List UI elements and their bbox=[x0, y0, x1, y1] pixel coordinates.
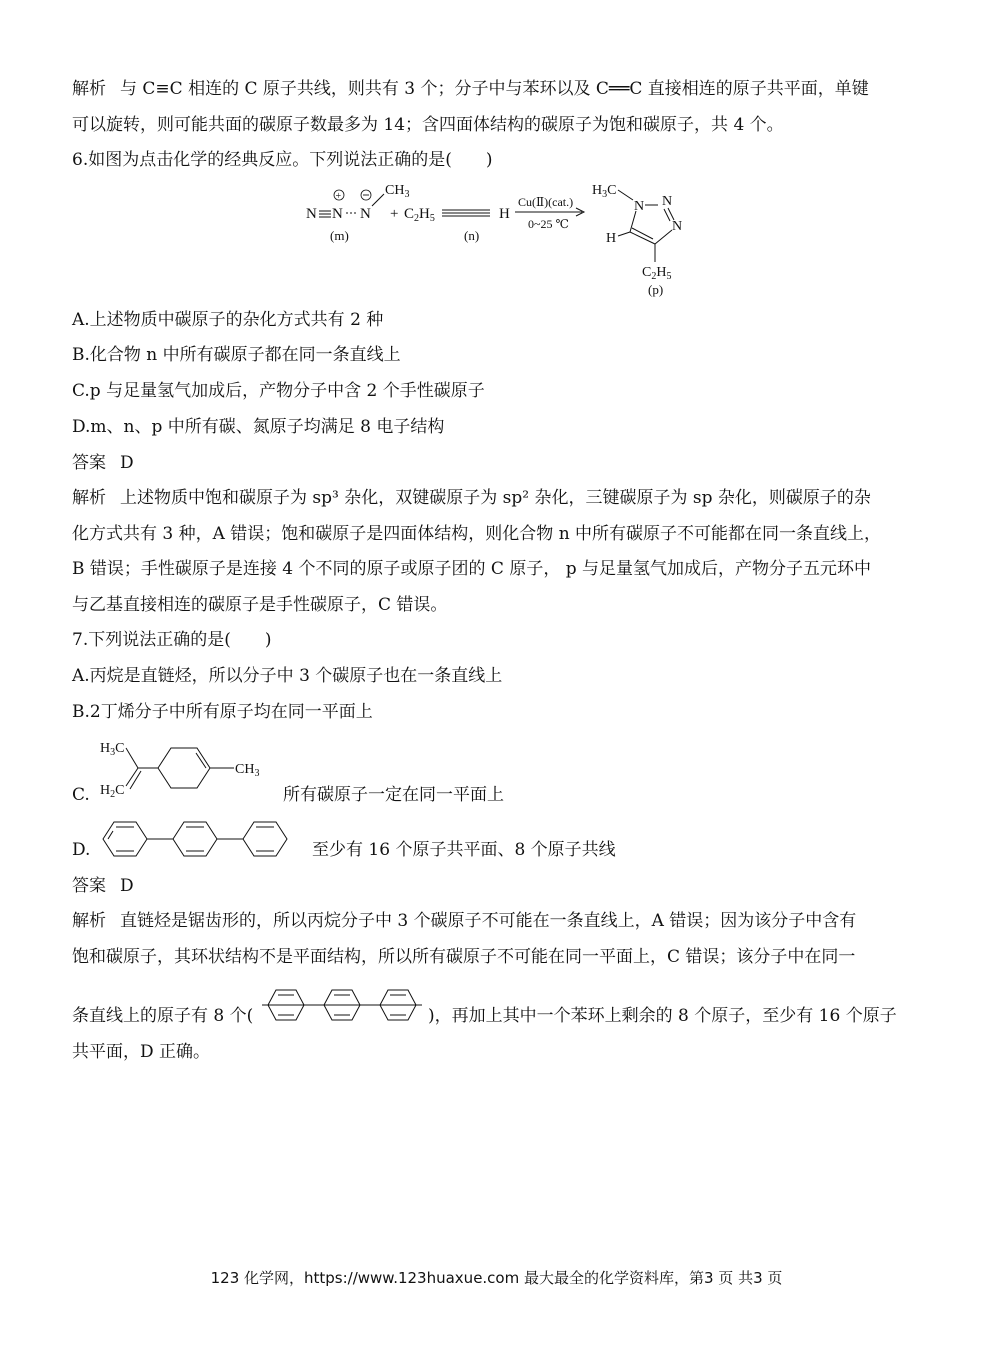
q7-analysis-line3-pre: 条直线上的原子有 8 个( bbox=[72, 1006, 254, 1026]
q7-analysis-label: 解析 bbox=[72, 911, 106, 931]
q5-analysis-text1: 与 C≡C 相连的 C 原子共线，则共有 3 个；分子中与苯环以及 C══C 直接相连的原子共平面，单键 bbox=[120, 79, 869, 99]
c-h3c: $H_3C$ bbox=[100, 741, 125, 758]
q7-analysis-line2: 饱和碳原子，其环状结构不是平面结构，所以所有碳原子不可能在同一平面上，C 错误；该分子中在同一 bbox=[72, 947, 856, 967]
c-ch3: $CH_3$ bbox=[235, 762, 260, 779]
m-n1: N bbox=[306, 206, 317, 222]
q7-answer bbox=[72, 875, 134, 897]
conditions-top: Cu(Ⅱ)(cat.) bbox=[518, 195, 574, 209]
q7-answer-label: 答案 bbox=[72, 876, 106, 896]
q7-analysis-line1 bbox=[72, 910, 856, 932]
q6-option-a: A.上述物质中碳原子的杂化方式共有 2 种 bbox=[72, 310, 384, 330]
p-c2h5: $C_2H_5$ bbox=[642, 265, 672, 282]
n-label: (n) bbox=[464, 228, 480, 243]
q7-option-b: B.2丁烯分子中所有原子均在同一平面上 bbox=[72, 702, 373, 722]
q6-option-c: C.p 与足量氢气加成后，产物分子中含 2 个手性碳原子 bbox=[72, 381, 485, 401]
p-h: H bbox=[606, 231, 617, 246]
n-h: H bbox=[499, 206, 510, 222]
q6-analysis-line4: 与乙基直接相连的碳原子是手性碳原子，C 错误。 bbox=[72, 595, 448, 615]
q6-analysis-line2: 化方式共有 3 种，A 错误；饱和碳原子是四面体结构，则化合物 n 中所有碳原子不可能都在同一条直线上， bbox=[72, 524, 882, 544]
p-n2: N bbox=[662, 194, 673, 209]
q7-option-c-text: 所有碳原子一定在同一平面上 bbox=[283, 785, 504, 805]
q6-option-d: D.m、n、p 中所有碳、氮原子均满足 8 电子结构 bbox=[72, 417, 445, 437]
q6-answer-value: D bbox=[120, 453, 134, 473]
m-label: (m) bbox=[330, 228, 349, 243]
q6-analysis-text1: 上述物质中饱和碳原子为 sp³ 杂化，双键碳原子为 sp² 杂化，三键碳原子为 sp 杂化，则碳原子的杂 bbox=[120, 488, 871, 508]
p-n1: N bbox=[634, 199, 645, 214]
q7-stem: 7.下列说法正确的是( ) bbox=[72, 630, 272, 650]
plus-sign: + bbox=[390, 206, 399, 222]
q7-option-d-text: 至少有 16 个原子共平面、8 个原子共线 bbox=[312, 840, 616, 860]
q5-analysis-line1 bbox=[72, 78, 869, 100]
m-ch3: $CH_3$ bbox=[385, 183, 410, 200]
page-footer: 123 化学网，https://www.123huaxue.com 最大最全的化学资料库，第3 页 共3 页 bbox=[210, 1269, 783, 1287]
q6-analysis-line3: B 错误；手性碳原子是连接 4 个不同的原子或原子团的 C 原子， p 与足量氢气加成后，产物分子五元环中 bbox=[72, 559, 872, 579]
n-c2h5: $C_2H_5$ bbox=[404, 206, 435, 224]
conditions-bottom: 0~25 ℃ bbox=[528, 217, 569, 231]
q6-stem: 6.如图为点击化学的经典反应。下列说法正确的是( ) bbox=[72, 150, 493, 170]
q6-option-b: B.化合物 n 中所有碳原子都在同一条直线上 bbox=[72, 345, 401, 365]
q5-analysis-line2: 可以旋转，则可能共面的碳原子数最多为 14；含四面体结构的碳原子为饱和碳原子，共 4 个。 bbox=[72, 115, 784, 135]
m-n3: N bbox=[360, 206, 371, 222]
q7-analysis-line4: 共平面，D 正确。 bbox=[72, 1042, 211, 1062]
q5-analysis-label: 解析 bbox=[72, 79, 106, 99]
q6-reaction-scheme bbox=[300, 178, 720, 298]
q7-option-c-prefix: C. bbox=[72, 785, 90, 805]
svg-text:+: + bbox=[335, 191, 342, 202]
q7-option-a: A.丙烷是直链烃，所以分子中 3 个碳原子也在一条直线上 bbox=[72, 666, 503, 686]
q6-answer bbox=[72, 452, 134, 474]
q7-option-d-structure bbox=[100, 818, 300, 860]
q6-analysis-label: 解析 bbox=[72, 488, 106, 508]
p-label: (p) bbox=[648, 282, 664, 297]
q7-analysis-inline-structure bbox=[262, 985, 428, 1025]
q6-analysis-line1 bbox=[72, 487, 871, 509]
q7-option-c-structure bbox=[96, 734, 276, 806]
q7-answer-value: D bbox=[120, 876, 134, 896]
c-h2c: $H_2C$ bbox=[100, 783, 125, 800]
p-n3: N bbox=[672, 219, 683, 234]
q7-analysis-line3-post: )，再加上其中一个苯环上剩余的 8 个原子，至少有 16 个原子 bbox=[428, 1006, 897, 1026]
q7-option-d-prefix: D. bbox=[72, 840, 91, 860]
q7-analysis-text1: 直链烃是锯齿形的，所以丙烷分子中 3 个碳原子不可能在一条直线上，A 错误；因为该分子中含有 bbox=[120, 911, 857, 931]
m-n2: N bbox=[332, 206, 343, 222]
q6-answer-label: 答案 bbox=[72, 453, 106, 473]
p-h3c: $H_3C$ bbox=[592, 183, 617, 200]
